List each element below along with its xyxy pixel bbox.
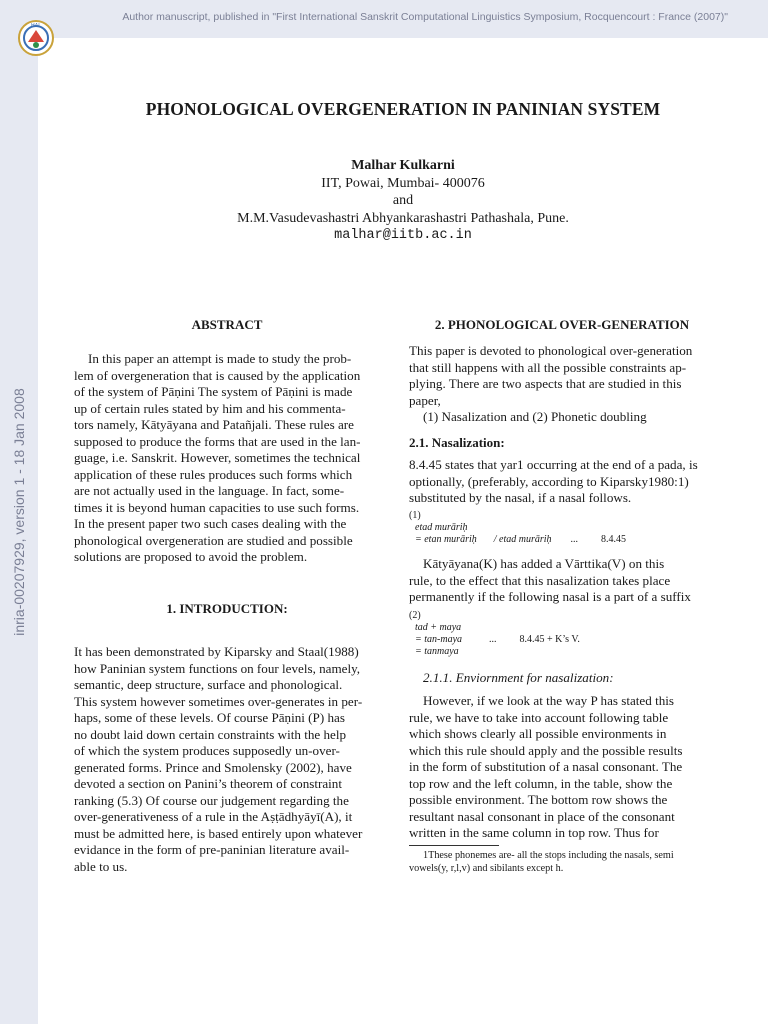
example-2-line3: = tanmaya — [415, 646, 459, 657]
katyayana-paragraph — [409, 556, 715, 606]
footnote-rule — [409, 845, 499, 846]
author-email[interactable]: malhar@iitb.ac.in — [334, 228, 472, 243]
abstract-heading: ABSTRACT — [191, 317, 263, 332]
intro-line: must be admitted here, is based entirely upon whatever — [74, 825, 363, 841]
subsection-2-1-body — [409, 457, 715, 507]
intro-line: generated forms. Prince and Smolensky (2002), have — [74, 759, 352, 775]
section2-body — [409, 343, 715, 426]
intro-line: devoted a section on Panini’s theorem of constraint — [74, 776, 342, 791]
logo-text: HAL — [31, 23, 41, 29]
katyayana-line: permanently if the following nasal is a part of a suffix — [409, 589, 691, 604]
author-name: Malhar Kulkarni — [351, 158, 455, 173]
subsection-2-1-1-body — [409, 693, 715, 842]
footnote — [409, 849, 721, 875]
section2-line: This paper is devoted to phonological over-generation — [409, 343, 693, 358]
intro-line: This system however sometimes over-generates in per- — [74, 693, 363, 709]
example-2-dots: ... — [489, 634, 497, 645]
publication-note: Author manuscript, published in "First International Sanskrit Computational Linguistics Symposium, Rocquencourt : France (2007)" — [122, 11, 728, 23]
sub21-line: 8.4.45 states that yar1 occurring at the end of a pada, is — [409, 457, 698, 472]
intro-line: how Paninian system functions on four levels, namely, — [74, 660, 361, 676]
sub21-line: optionally, (preferably, according to Kiparsky1980:1) — [409, 473, 689, 489]
affiliation-2: M.M.Vasudevashastri Abhyankarashastri Pathashala, Pune. — [237, 210, 569, 226]
affiliation-1: IIT, Powai, Mumbai- 400076 — [321, 175, 485, 191]
section2-line: paper, — [409, 392, 441, 408]
subsection-2-1-heading: 2.1. Nasalization: — [409, 435, 505, 450]
sub211-line: top row and the left column, in the table, show the — [409, 775, 673, 791]
abstract-line: of the system of Pāṇini The system of Pāṇini is made — [74, 384, 353, 399]
abstract-line: up of certain rules stated by him and his commenta- — [74, 400, 346, 416]
intro-line: of which the system produces supposedly un-over- — [74, 743, 340, 758]
example-1-line1: etad murāriḥ — [415, 522, 468, 533]
archive-identifier: inria-00207929, version 1 - 18 Jan 2008 — [11, 388, 27, 636]
abstract-line: supposed to produce the forms that are used in the lan- — [74, 433, 361, 449]
example-1 — [409, 510, 626, 546]
sub211-line: However, if we look at the way P has stated this — [423, 693, 674, 708]
abstract-line: guage, i.e. Sanskrit. However, sometimes the technical — [74, 450, 361, 465]
and-text: and — [392, 193, 414, 208]
abstract-line: application of these rules produces such forms which — [74, 466, 353, 482]
abstract-line: tors namely, Kātyāyana and Patañjali. These rules are — [74, 417, 354, 432]
sub211-line: written in the same column in top row. Thus for — [409, 825, 659, 840]
example-2-line1: tad + maya — [415, 622, 462, 633]
example-2-number: (2) — [409, 610, 421, 621]
abstract-line: solutions are proposed to avoid the problem. — [74, 549, 308, 564]
intro-line: no doubt laid down certain constraints with the help — [74, 726, 347, 742]
abstract-line: In this paper an attempt is made to study the prob- — [88, 351, 352, 366]
author-block — [38, 157, 768, 245]
section2-line: (1) Nasalization and (2) Phonetic doubling — [423, 409, 647, 424]
intro-line: semantic, deep structure, surface and phonological. — [74, 677, 343, 692]
example-1-line2a: = etan murāriḥ — [415, 534, 477, 545]
example-1-ref: 8.4.45 — [601, 534, 627, 545]
intro-line: evidance in the form of pre-paninian literature avail- — [74, 842, 350, 857]
sub211-line: resultant nasal consonant in place of the consonant — [409, 808, 675, 824]
hal-logo-icon — [16, 18, 56, 58]
example-2-ref: 8.4.45 + K’s V. — [519, 634, 580, 645]
abstract-line: lem of overgeneration that is caused by the application — [74, 367, 361, 383]
intro-line: It has been demonstrated by Kiparsky and Staal(1988) — [74, 644, 359, 659]
footnote-line: vowels(y, r,l,v) and sibilants except h. — [409, 863, 564, 874]
subsection-2-1-1-heading: 2.1.1. Enviornment for nasalization: — [423, 670, 614, 685]
example-2 — [409, 610, 580, 658]
sub21-line: substituted by the nasal, if a nasal follows. — [409, 490, 632, 505]
section2-heading: 2. PHONOLOGICAL OVER-GENERATION — [434, 317, 690, 332]
section2-line: plying. There are two aspects that are studied in this — [409, 376, 682, 391]
example-1-dots: ... — [570, 534, 579, 545]
hal-top-banner — [38, 0, 768, 38]
intro-line: able to us. — [74, 858, 128, 874]
footnote-line: 1These phonemes are- all the stops including the nasals, semi — [423, 850, 674, 861]
example-2-line2a: = tan-maya — [415, 634, 463, 645]
paper-title: PHONOLOGICAL OVERGENERATION IN PANINIAN SYSTEM — [145, 99, 661, 119]
abstract-line: phonological overgeneration are studied and possible — [74, 532, 353, 548]
abstract-line: In the present paper two such cases dealing with the — [74, 516, 347, 531]
section2-line: that still happens with all the possible constraints ap- — [409, 359, 687, 375]
intro-line: ranking (5.3) Of course our judgement regarding the — [74, 792, 349, 808]
sub211-line: possible environment. The bottom row shows the — [409, 792, 668, 807]
abstract-line: times it is beyond human capacities to use such forms. — [74, 499, 360, 515]
sub211-line: which shows clearly all possible environments in — [409, 726, 667, 741]
abstract-line: are not actually used in the language. In fact, some- — [74, 483, 345, 498]
sub211-line: in the form of substitution of a nasal consonant. The — [409, 759, 683, 774]
intro-line: over-generativeness of a rule in the Aṣṭādhyāyī(A), it — [74, 809, 353, 824]
abstract-body — [74, 351, 380, 566]
example-1-number: (1) — [409, 510, 421, 521]
sub211-line: rule, we have to take into account following table — [409, 709, 669, 725]
katyayana-line: Kātyāyana(K) has added a Vārttika(V) on this — [423, 556, 665, 571]
intro-heading: 1. INTRODUCTION: — [166, 601, 288, 616]
intro-line: haps, some of these levels. Of course Pāṇini (P) has — [74, 710, 345, 725]
intro-body — [74, 644, 380, 875]
example-1-line2b: / etad murāriḥ — [493, 534, 552, 545]
katyayana-line: rule, to the effect that this nasalization takes place — [409, 572, 671, 588]
sub211-line: which this rule should apply and the possible results — [409, 742, 683, 758]
